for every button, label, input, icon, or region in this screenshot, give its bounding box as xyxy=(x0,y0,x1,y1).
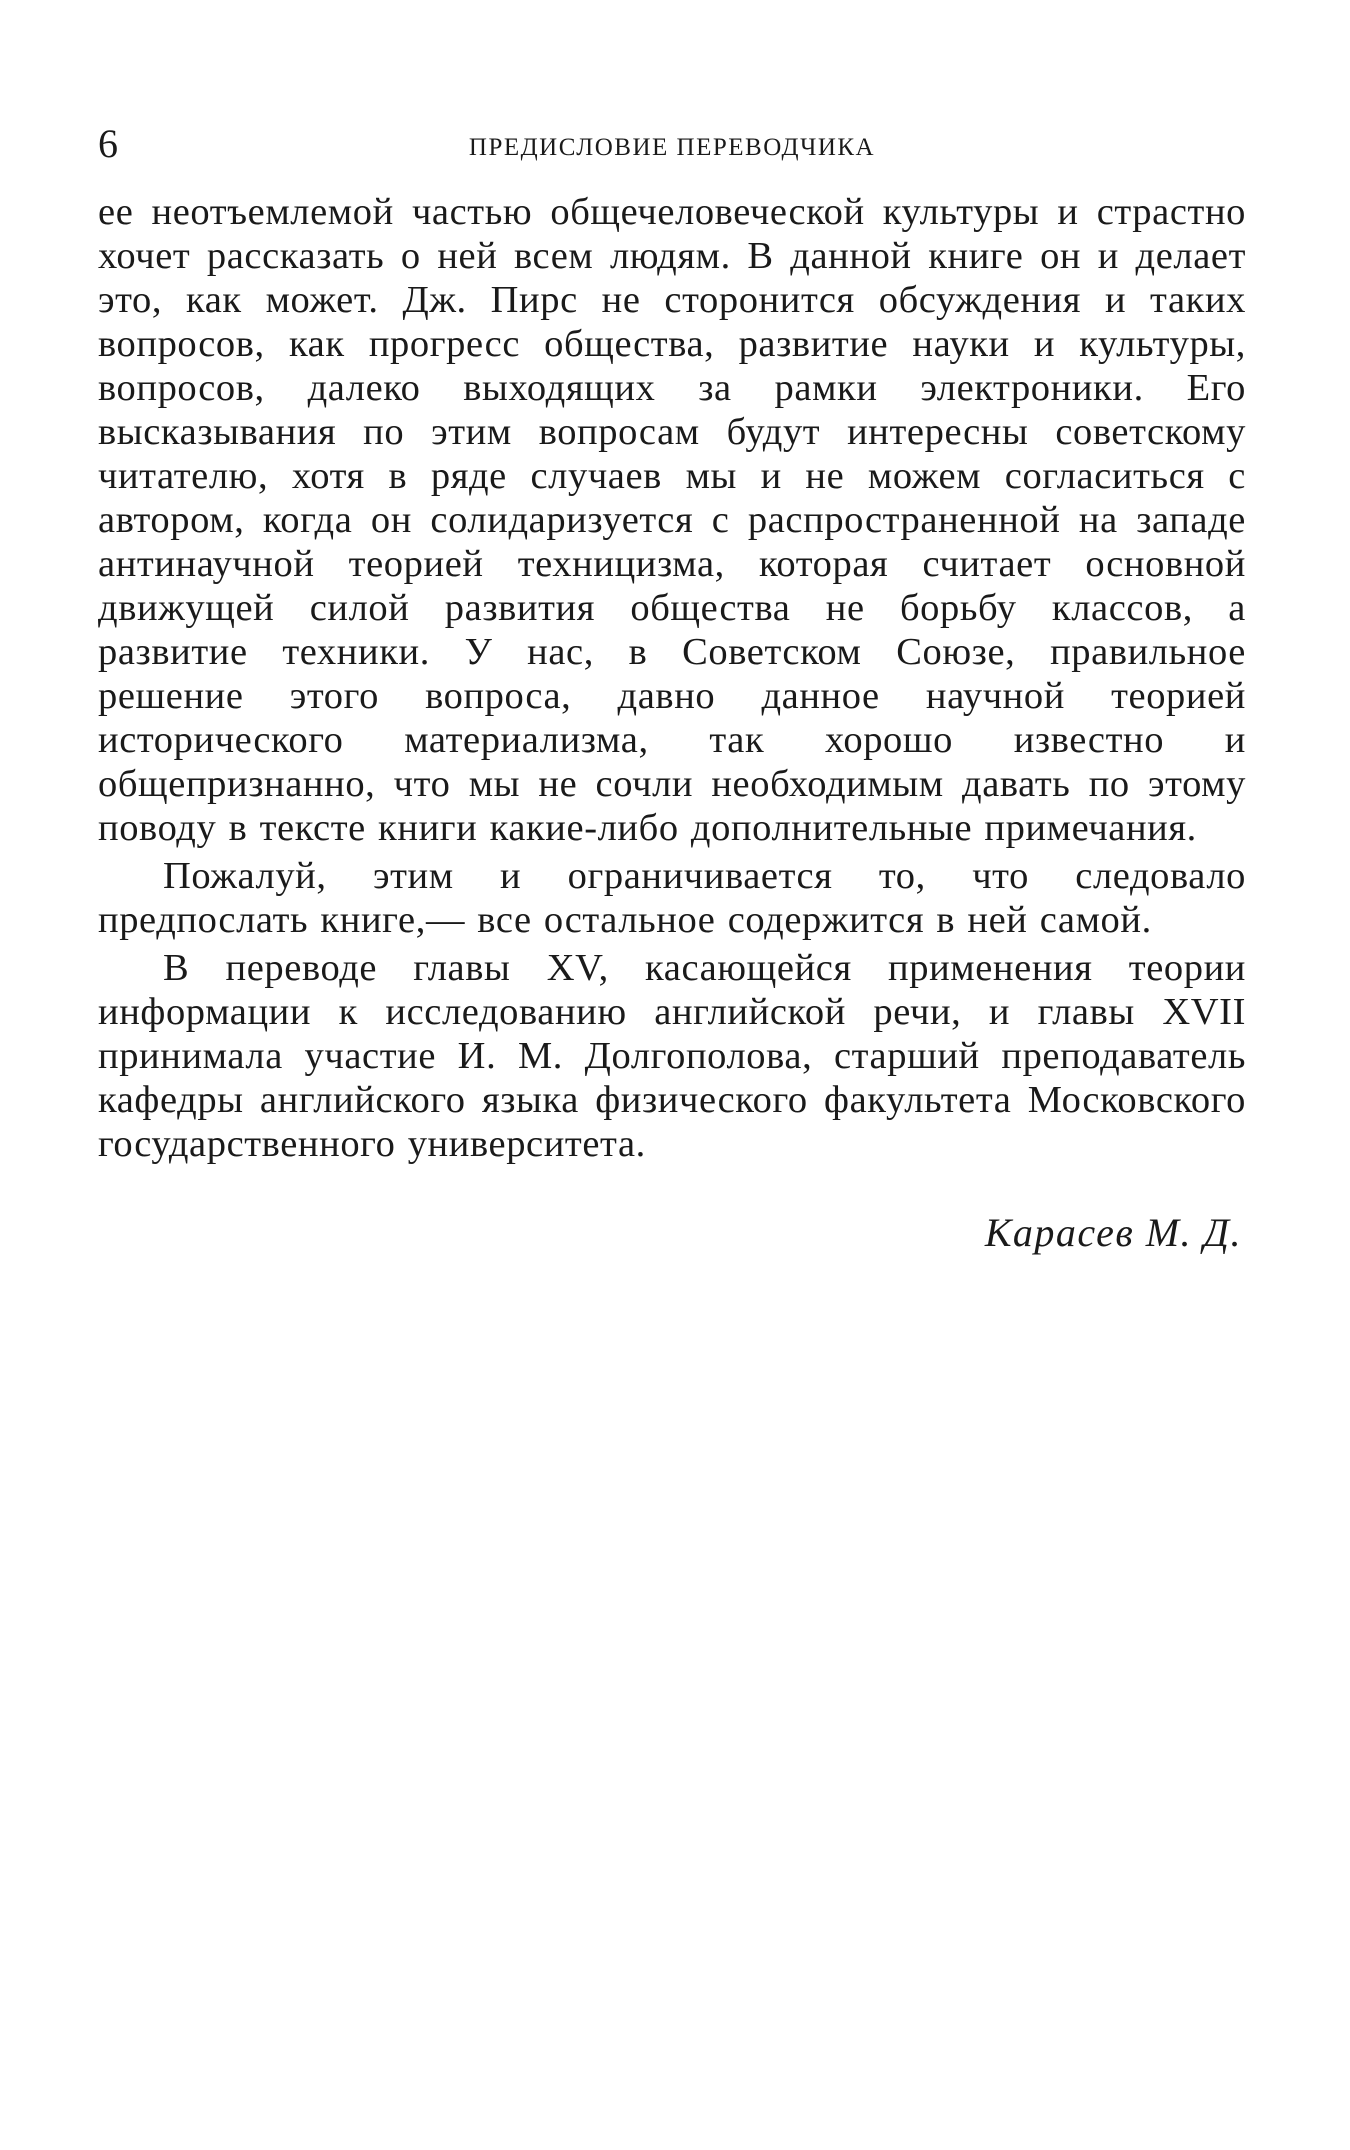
paragraph-continuation: ее неотъемлемой частью общечеловеческой культуры и страстно хочет рассказать о ней всем людям. В данной книге он и делает это, как может. Дж. Пирс не сторонится обсуждения и таких вопросов, как прогресс общества, развитие науки и культуры, вопросов, далеко выходящих за рамки электроники. Его высказывания по этим вопросам будут интересны советскому читателю, хотя в ряде случаев мы и не можем согласиться с автором, когда он солидаризуется с распространенной на западе антинаучной теорией техницизма, которая считает основной движущей силой развития общества не борьбу классов, а развитие техники. У нас, в Советском Союзе, правильное решение этого вопроса, давно данное научной теорией исторического материализма, так хорошо известно и общепризнанно, что мы не сочли необходимым давать по этому поводу в тексте книги какие-либо дополнительные примечания. xyxy=(98,191,1246,849)
running-head xyxy=(98,120,1246,180)
body-text xyxy=(98,190,1246,1166)
paragraph-closing-remark: Пожалуй, этим и ограничивается то, что следовало предпослать книге,— все остальное содержится в ней самой. xyxy=(98,855,1246,941)
translator-signature: Карасев М. Д. xyxy=(984,1210,1242,1255)
paragraph-translation-credits: В переводе главы XV, касающейся применения теории информации к исследованию английской речи, и главы XVII принимала участие И. М. Долгополова, старший преподаватель кафедры английского языка физического факультета Московского государственного университета. xyxy=(98,947,1246,1165)
running-head-title: ПРЕДИСЛОВИЕ ПЕРЕВОДЧИКА xyxy=(468,134,876,161)
book-page xyxy=(98,120,1246,1256)
page-number: 6 xyxy=(98,121,118,166)
